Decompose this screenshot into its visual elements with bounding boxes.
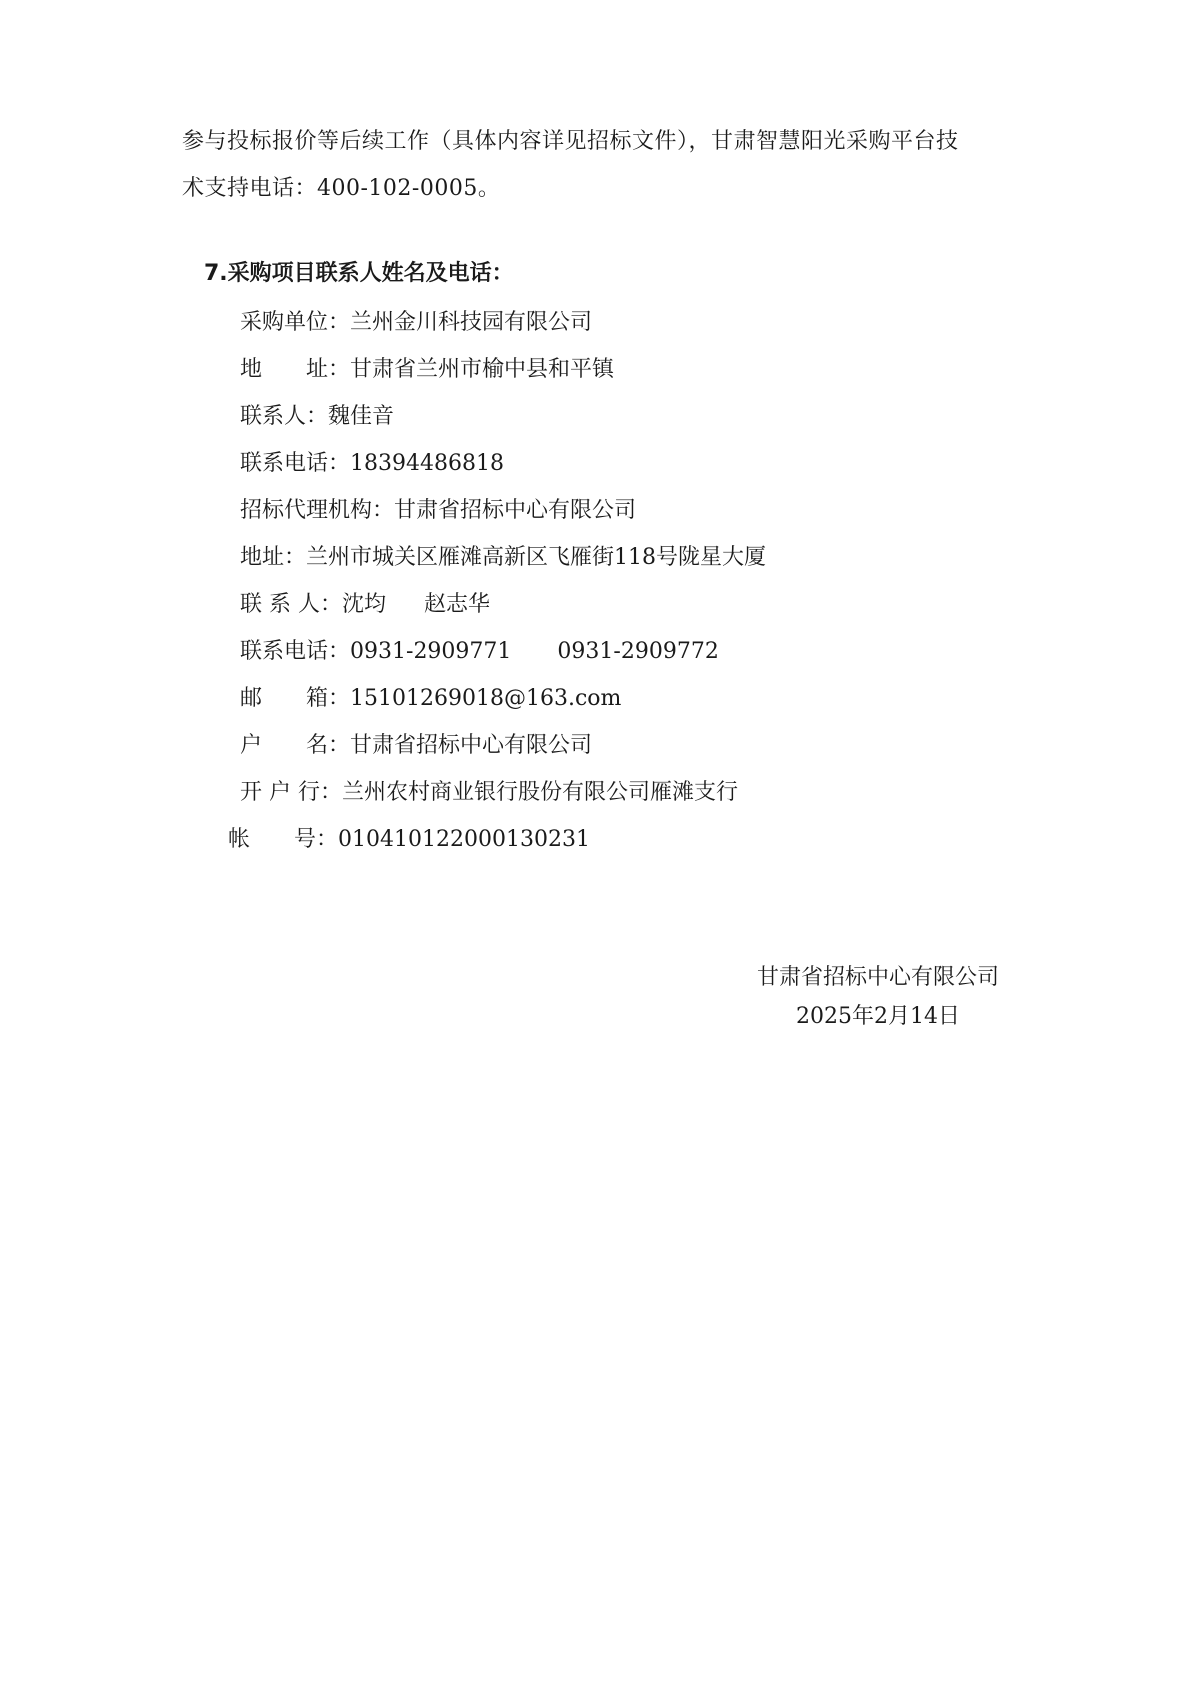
contact-label: 地址： (240, 545, 307, 570)
contact-row-purchaser-address (240, 346, 766, 393)
email-value: 15101269018@163.com (350, 686, 622, 711)
contact-row-agency-phone (240, 628, 766, 675)
contact-list (228, 299, 767, 863)
contact-value: 甘肃省兰州市榆中县和平镇 (350, 357, 615, 382)
account-number-value: 010410122000130231 (338, 827, 590, 852)
contact-row-agency-contacts (240, 581, 766, 628)
contact-value: 沈均 (342, 592, 387, 617)
contact-label: 联 系 人： (240, 592, 342, 617)
signature-block (757, 958, 999, 1036)
contact-value: 0931-2909771 (350, 639, 512, 664)
contact-row-purchaser-phone (240, 440, 766, 487)
contact-label: 采购单位： (240, 310, 351, 335)
contact-label: 联系人： (240, 404, 329, 429)
contact-label: 邮 箱： (240, 686, 351, 711)
contact-value: 兰州农村商业银行股份有限公司雁滩支行 (342, 780, 739, 805)
contact-row-email (240, 675, 766, 722)
intro-line-1: 参与投标报价等后续工作（具体内容详见招标文件），甘肃智慧阳光采购平台技 (182, 129, 959, 154)
contact-label: 帐 号： (228, 827, 339, 852)
contact-row-agency (240, 487, 766, 534)
intro-line-2: 术支持电话：400-102-0005。 (182, 176, 501, 201)
contact-value: 魏佳音 (328, 404, 395, 429)
signature-date: 2025年2月14日 (796, 1004, 960, 1029)
intro-paragraph (182, 118, 1012, 212)
contact-row-account-number (228, 816, 766, 863)
signature-org: 甘肃省招标中心有限公司 (756, 965, 999, 990)
contact-row-agency-address (240, 534, 766, 581)
contact-row-bank (240, 769, 766, 816)
contact-value: 兰州金川科技园有限公司 (350, 310, 593, 335)
contact-value: 兰州市城关区雁滩高新区飞雁街118号陇星大厦 (306, 545, 767, 570)
contact-value: 甘肃省招标中心有限公司 (394, 498, 637, 523)
contact-value-2: 赵志华 (424, 592, 491, 617)
contact-label: 地 址： (240, 357, 351, 382)
contact-value: 甘肃省招标中心有限公司 (350, 733, 593, 758)
contact-value-2: 0931-2909772 (557, 639, 719, 664)
contact-value: 18394486818 (350, 451, 504, 476)
contact-label: 开 户 行： (240, 780, 342, 805)
contact-label: 户 名： (240, 733, 351, 758)
contact-row-account-name (240, 722, 766, 769)
contact-row-purchaser-contact (240, 393, 766, 440)
section-7-heading: 7.采购项目联系人姓名及电话： (204, 261, 514, 286)
contact-label: 联系电话： (240, 639, 351, 664)
contact-label: 联系电话： (240, 451, 351, 476)
contact-label: 招标代理机构： (240, 498, 395, 523)
contact-row-purchaser (240, 299, 766, 346)
